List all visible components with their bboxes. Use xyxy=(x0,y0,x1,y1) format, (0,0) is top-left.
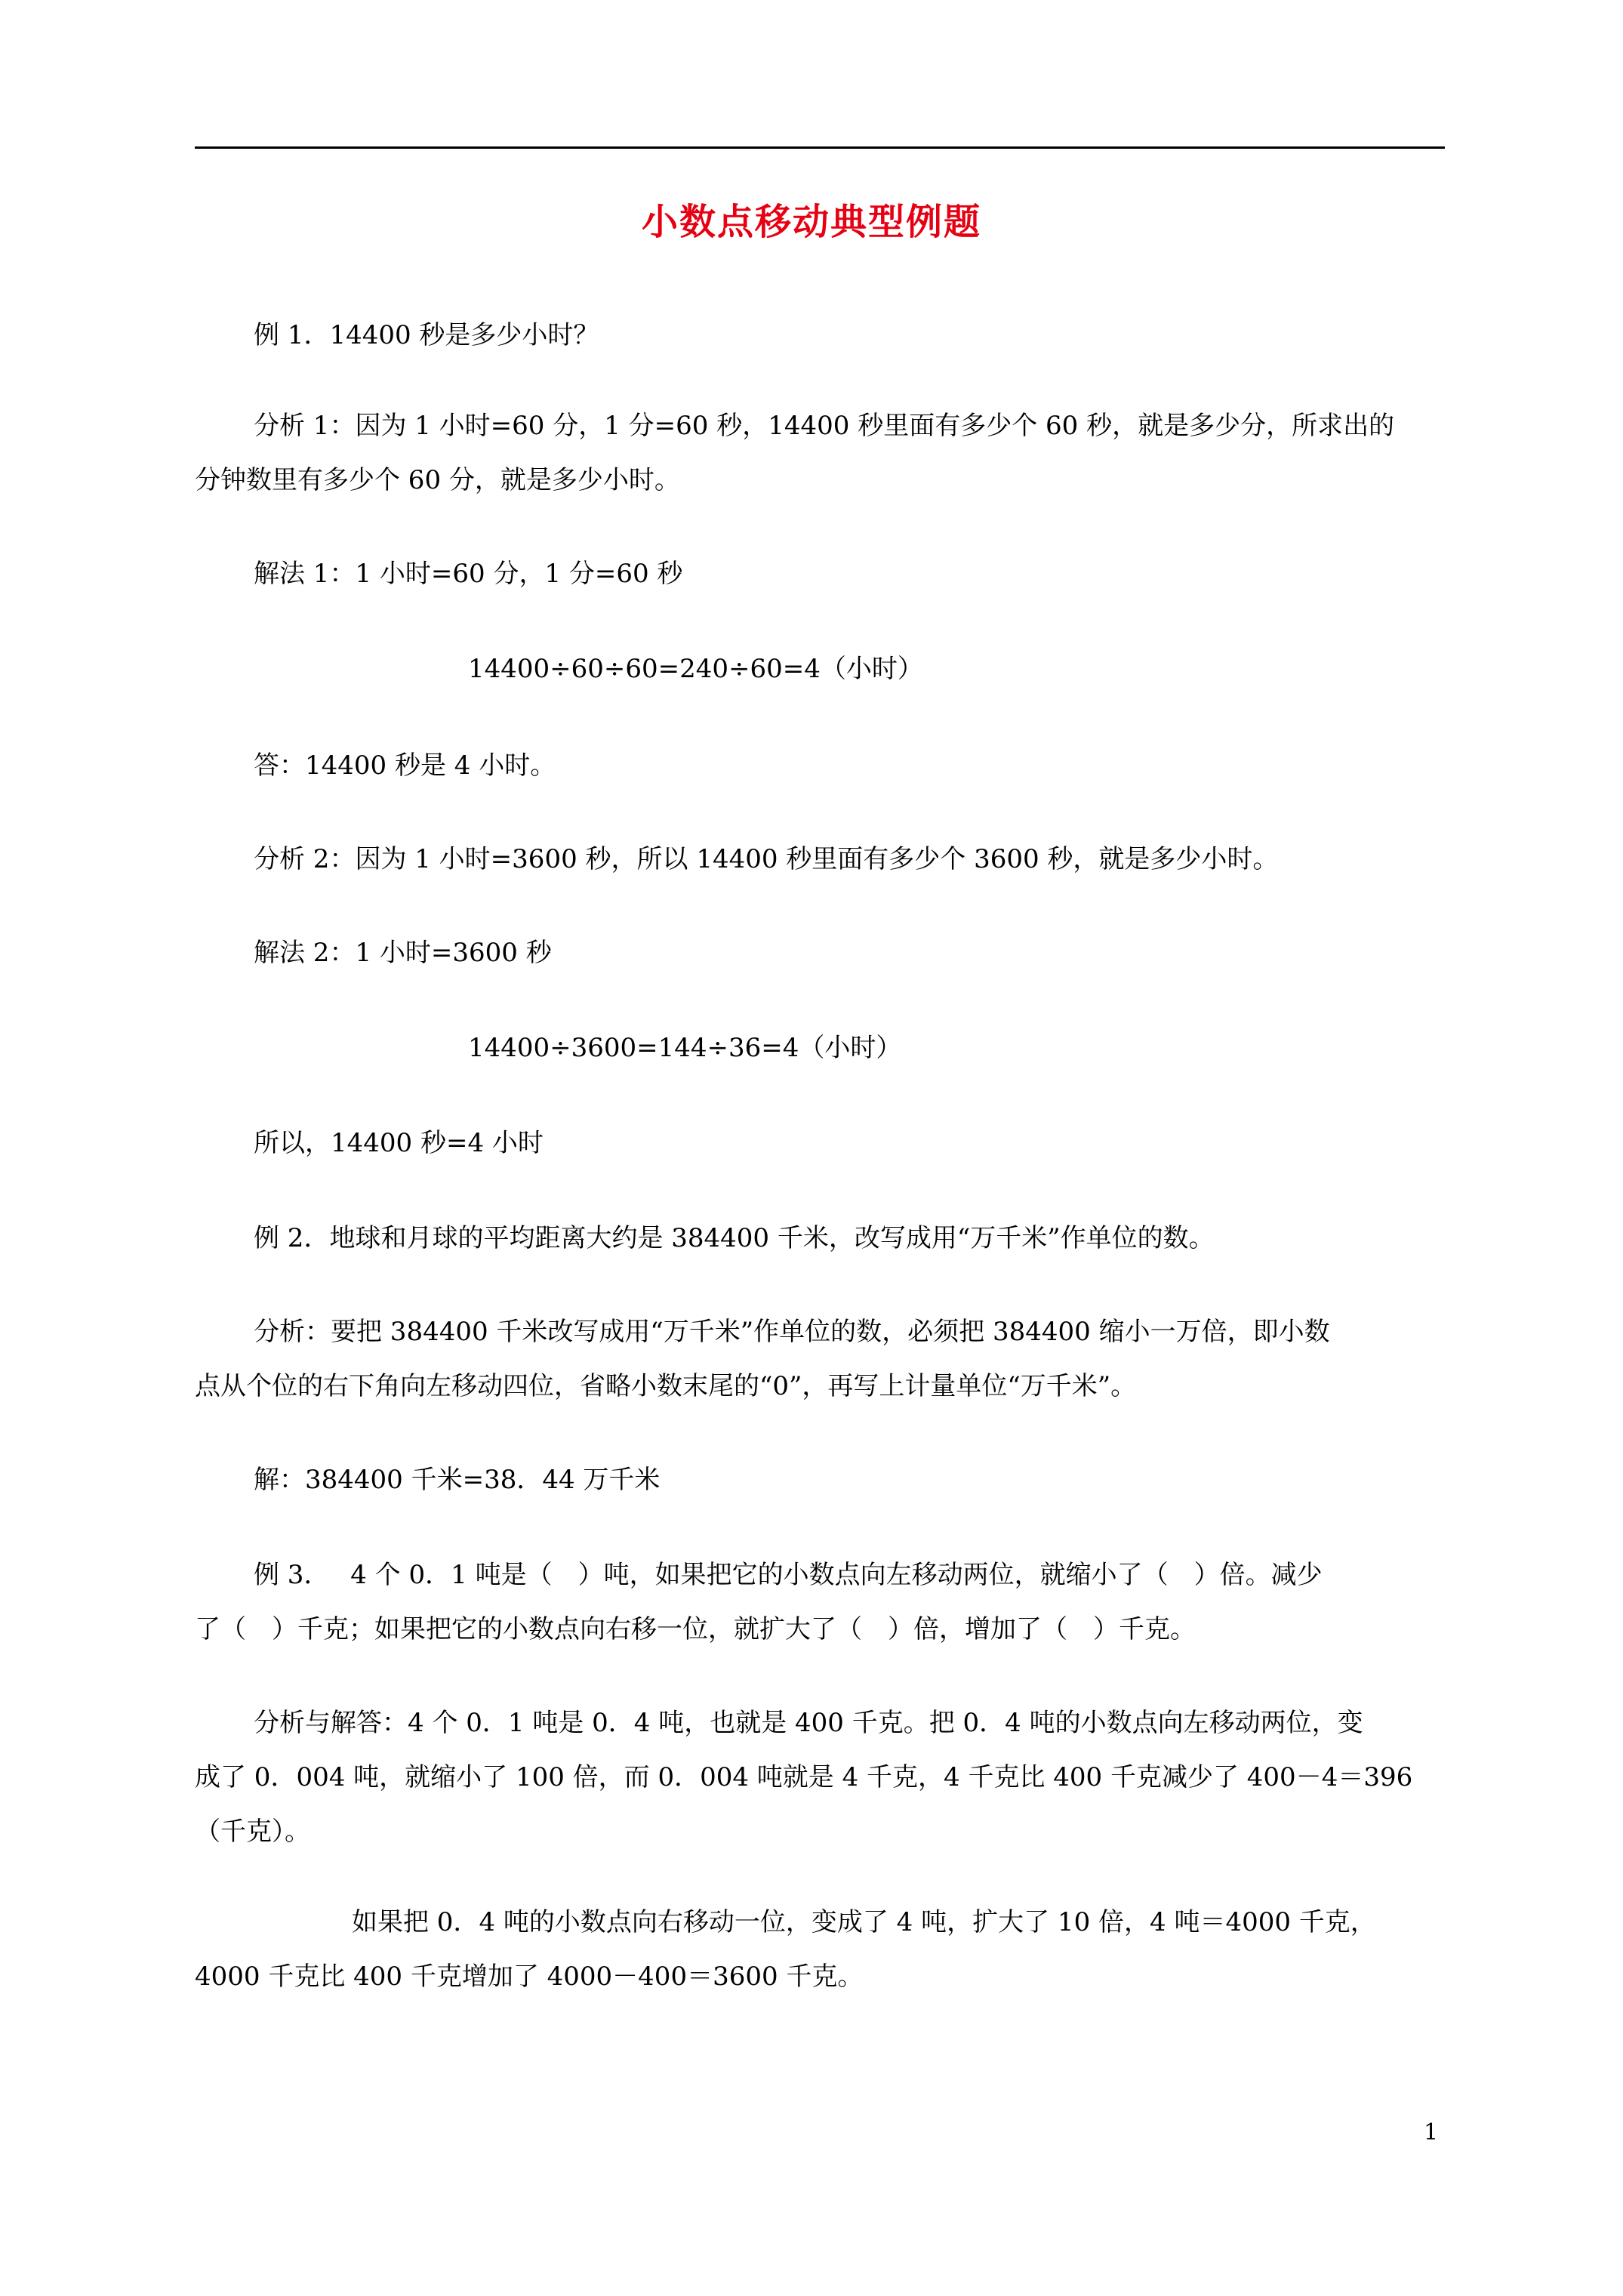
answer-1 xyxy=(195,738,1445,793)
document-title: 小数点移动典型例题 xyxy=(641,201,981,243)
paragraph-line: 解法 1：1 小时=60 分，1 分=60 秒 xyxy=(254,559,683,589)
paragraph-line: 分析 2：因为 1 小时=3600 秒，所以 14400 秒里面有多少个 3600 秒，就是多少小时。 xyxy=(254,844,1279,874)
paragraph-line: 4000 千克比 400 千克增加了 4000－400＝3600 千克。 xyxy=(195,1962,864,1992)
analysis-4 xyxy=(195,1696,1445,1859)
analysis-5 xyxy=(195,1895,1445,2004)
example-3-question xyxy=(195,1548,1445,1657)
paragraph-line: 分析 1：因为 1 小时=60 分，1 分=60 秒，14400 秒里面有多少个 60 秒，就是多少分，所求出的 xyxy=(254,411,1395,441)
paragraph-line: 例 3． 4 个 0．1 吨是（ ）吨，如果把它的小数点向左移动两位，就缩小了（ ）倍。减少 xyxy=(254,1560,1323,1590)
formula-text: 14400÷60÷60=240÷60=4（小时） xyxy=(468,654,923,684)
header-rule xyxy=(195,146,1445,149)
formula-text: 14400÷3600=144÷36=4（小时） xyxy=(468,1033,902,1063)
formula-2 xyxy=(468,1021,901,1075)
paragraph-line: 成了 0．004 吨，就缩小了 100 倍，而 0．004 吨就是 4 千克，4 千克比 400 千克减少了 400－4＝396 xyxy=(195,1762,1413,1792)
page-number: 1 xyxy=(1424,2119,1439,2146)
paragraph-line: 分析：要把 384400 千米改写成用“万千米”作单位的数，必须把 384400 缩小一万倍，即小数 xyxy=(254,1317,1330,1347)
paragraph-line: 点从个位的右下角向左移动四位，省略小数末尾的“0”，再写上计量单位“万千米”。 xyxy=(195,1371,1137,1401)
paragraph-line: 答：14400 秒是 4 小时。 xyxy=(254,750,556,781)
paragraph-line: 如果把 0．4 吨的小数点向右移动一位，变成了 4 吨，扩大了 10 倍，4 吨＝4000 千克， xyxy=(352,1907,1376,1937)
solution-2 xyxy=(195,926,1445,980)
analysis-3 xyxy=(195,1305,1445,1413)
paragraph-line: 例 1．14400 秒是多少小时？ xyxy=(254,320,599,350)
conclusion-1 xyxy=(195,1116,1445,1170)
paragraph-line: 解法 2：1 小时=3600 秒 xyxy=(254,938,552,968)
example-2-question xyxy=(195,1211,1445,1265)
paragraph-line: 解：384400 千米=38．44 万千米 xyxy=(254,1465,661,1495)
paragraph-line: 所以，14400 秒=4 小时 xyxy=(254,1128,544,1158)
paragraph-line: 分钟数里有多少个 60 分，就是多少小时。 xyxy=(195,465,680,495)
example-1-question xyxy=(195,308,1445,362)
solution-1 xyxy=(195,547,1445,601)
paragraph-line: 分析与解答：4 个 0．1 吨是 0．4 吨，也就是 400 千克。把 0．4 吨的小数点向左移动两位，变 xyxy=(254,1708,1363,1738)
analysis-2 xyxy=(195,832,1445,886)
paragraph-line: （千克）。 xyxy=(195,1817,310,1847)
paragraph-line: 例 2．地球和月球的平均距离大约是 384400 千米，改写成用“万千米”作单位的数。 xyxy=(254,1223,1215,1253)
solution-3 xyxy=(195,1453,1445,1507)
analysis-1 xyxy=(195,399,1445,507)
formula-1 xyxy=(468,642,923,696)
paragraph-line: 了（ ）千克；如果把它的小数点向右移一位，就扩大了（ ）倍，增加了（ ）千克。 xyxy=(195,1614,1196,1644)
